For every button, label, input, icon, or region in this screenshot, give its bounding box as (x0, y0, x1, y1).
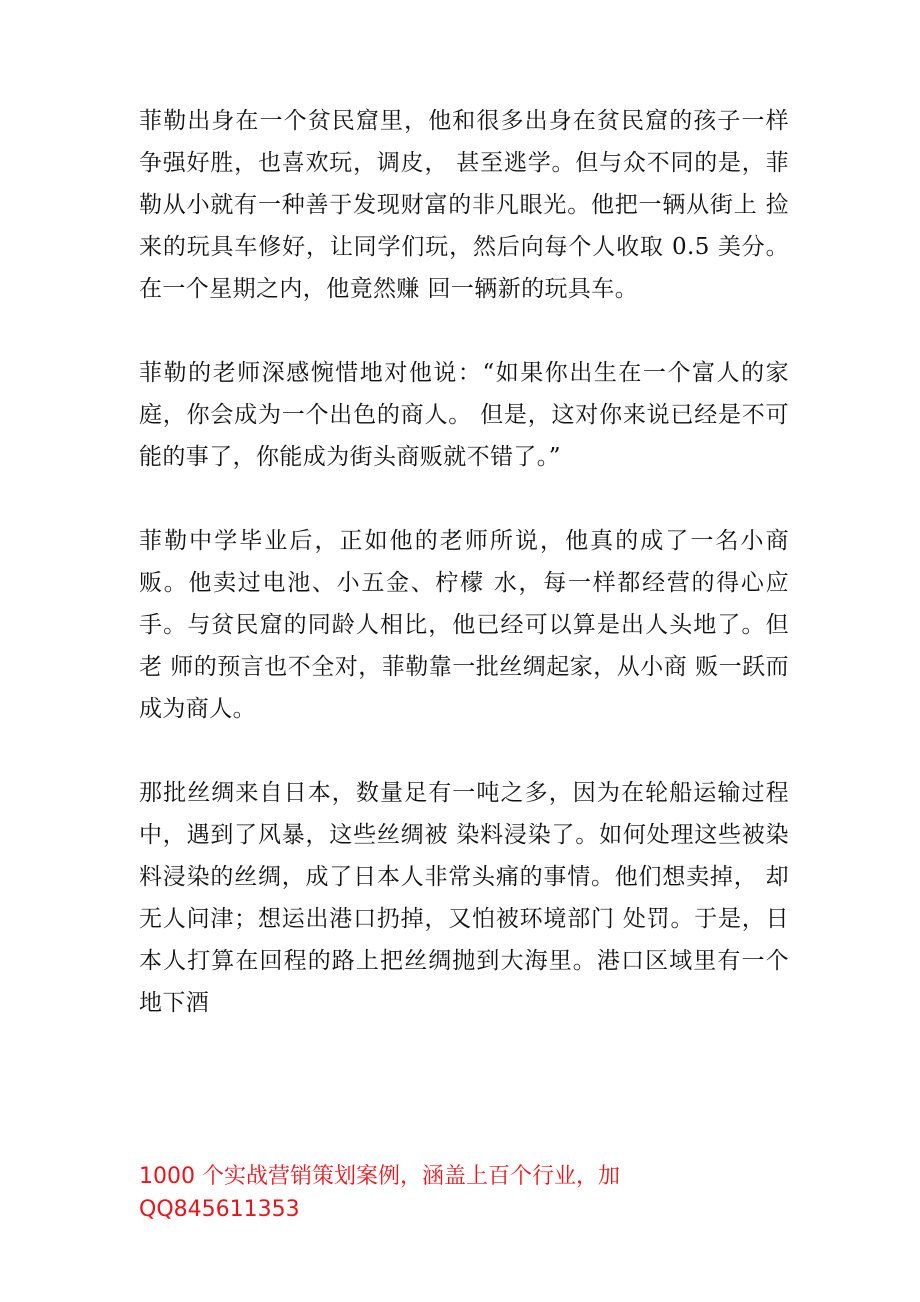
document-body (139, 100, 789, 1066)
paragraph-3: 菲勒中学毕业后，正如他的老师所说，他真的成了一名小商贩。他卖过电池、小五金、柠檬 水，每一样都经营的得心应手。与贫民窟的同龄人相比，他已经可以算是出人头地了。但老 师的预言也不全对，菲勒靠一批丝绸起家，从小商 贩一跃而成为商人。 (139, 528, 789, 722)
paragraph-4: 那批丝绸来自日本，数量足有一吨之多，因为在轮船运输过程中，遇到了风暴，这些丝绸被 染料浸染了。如何处理这些被染料浸染的丝绸，成了日本人非常头痛的事情。他们想卖掉， 却无人问津；想运出港口扔掉，又怕被环境部门 处罚。于是，日本人打算在回程的路上把丝绸抛到大海里。港口区域里有一个地下酒 (139, 780, 789, 1016)
promo-line-1: 1000 个实战营销策划案例，涵盖上百个行业，加 (139, 1164, 620, 1189)
paragraph-1: 菲勒出身在一个贫民窟里，他和很多出身在贫民窟的孩子一样争强好胜，也喜欢玩，调皮， 甚至逃学。但与众不同的是，菲勒从小就有一种善于发现财富的非凡眼光。他把一辆从街上 捡来的玩具车修好，让同学们玩，然后向每个人收取 0.5 美分。在一个星期之内，他竟然赚 回一辆新的玩具车。 (139, 108, 789, 302)
paragraph-2: 菲勒的老师深感惋惜地对他说：“如果你出生在一个富人的家庭，你会成为一个出色的商人。 但是，这对你来说已经是不可能的事了，你能成为街头商贩就不错了。” (139, 360, 789, 470)
promo-line-2: QQ845611353 (139, 1197, 300, 1222)
promo-footer (139, 1160, 789, 1226)
